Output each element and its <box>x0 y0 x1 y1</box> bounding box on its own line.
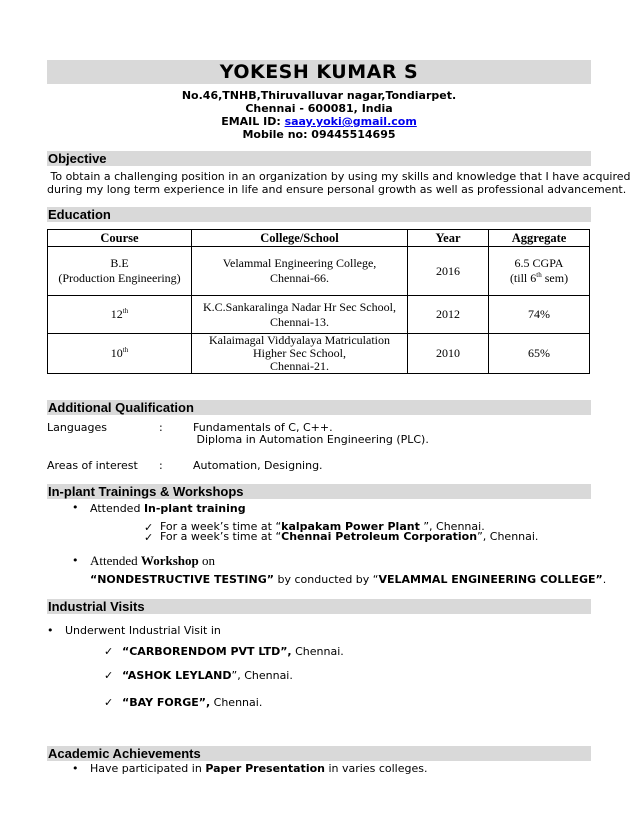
candidate-name: YOKESH KUMAR S <box>219 61 419 83</box>
college-subtext: Chennai-13. <box>270 314 329 329</box>
aggregate-subtext <box>489 271 589 286</box>
attended-bold: In-plant training <box>143 502 246 515</box>
visits-heading: Industrial Visits <box>47 599 591 614</box>
bullet-icon: • <box>72 501 79 514</box>
item-bold: Chennai Petroleum Corporation <box>281 530 478 543</box>
course-cell <box>48 334 192 374</box>
visit-item-3 <box>122 696 262 710</box>
bullet-icon: • <box>72 762 79 775</box>
achievements-heading: Academic Achievements <box>47 746 591 761</box>
table-header-row <box>48 230 590 247</box>
item-post: ”, Chennai. <box>419 520 485 533</box>
item-pre: For a week’s time at “ <box>160 530 282 543</box>
agg-pre: (till 6 <box>509 271 537 285</box>
college-subtext-2: Chennai-21. <box>270 359 329 373</box>
inplant-item-2 <box>160 531 538 543</box>
achievement-pre: Have participated in <box>90 762 206 775</box>
education-table <box>47 229 590 374</box>
objective-text-2: during my long term experience in life and ensure personal growth as well as professional advancement. <box>47 183 627 196</box>
email-line <box>47 115 591 128</box>
achievement-bold: Paper Presentation <box>205 762 325 775</box>
item-bold: kalpakam Power Plant <box>281 520 420 533</box>
inplant-heading: In-plant Trainings & Workshops <box>47 484 591 499</box>
visit-bold: “BAY FORGE”, <box>122 696 211 709</box>
visit-item-2 <box>122 669 293 683</box>
visit-post: Chennai. <box>291 645 344 658</box>
table-row <box>48 334 590 374</box>
course-text: B.E <box>110 256 129 270</box>
col-college: College/School <box>192 230 408 247</box>
college-text: Velammal Engineering College, <box>222 256 377 270</box>
college-text: Kalaimagal Viddyalaya Matriculation <box>209 333 390 347</box>
table-row <box>48 247 590 296</box>
attended-pre: Attended <box>90 502 144 515</box>
course-cell <box>48 296 192 334</box>
objective-text-1: To obtain a challenging position in an organization by using my skills and knowledge that I have acquired <box>47 170 631 183</box>
objective-heading: Objective <box>47 151 591 166</box>
visit-item-1 <box>122 645 344 659</box>
workshop-post: on <box>198 553 215 568</box>
email-label: EMAIL ID: <box>221 115 285 128</box>
workshop-title: “NONDESTRUCTIVE TESTING” <box>90 573 274 586</box>
achievement-item <box>90 762 427 776</box>
course-cell <box>48 247 192 296</box>
table-row <box>48 296 590 334</box>
aggregate-cell <box>489 247 590 296</box>
visits-intro: Underwent Industrial Visit in <box>65 624 221 637</box>
year-cell: 2010 <box>408 334 489 374</box>
workshop-end: . <box>602 573 607 586</box>
item-pre: For a week’s time at “ <box>160 520 282 533</box>
col-aggregate: Aggregate <box>489 230 590 247</box>
education-heading: Education <box>47 207 591 222</box>
languages-value-2: Diploma in Automation Engineering (PLC). <box>193 433 429 446</box>
college-subtext: Higher Sec School, <box>253 346 346 360</box>
college-subtext: Chennai-66. <box>270 271 329 285</box>
workshop-college: VELAMMAL ENGINEERING COLLEGE” <box>378 573 603 586</box>
email-link[interactable]: saay.yoki@gmail.com <box>284 115 417 128</box>
check-icon: ✓ <box>144 531 154 544</box>
college-cell <box>192 296 408 334</box>
colon: : <box>159 459 163 472</box>
item-post: ”, Chennai. <box>477 530 539 543</box>
course-sup: th <box>122 307 129 315</box>
visit-post: ”, Chennai. <box>231 669 293 682</box>
visit-bold: “CARBORENDOM PVT LTD”, <box>122 645 292 658</box>
course-text: 10 <box>110 346 123 360</box>
col-year: Year <box>408 230 489 247</box>
visit-bold: “ASHOK LEYLAND <box>122 669 232 682</box>
check-icon: ✓ <box>104 696 114 709</box>
college-text: K.C.Sankaralinga Nadar Hr Sec School, <box>203 299 396 314</box>
languages-value-1: Fundamentals of C, C++. <box>193 421 333 434</box>
check-icon: ✓ <box>144 521 154 534</box>
agg-post: sem) <box>541 271 569 285</box>
workshop-detail <box>90 573 606 587</box>
address-line-1: No.46,TNHB,Thiruvalluvar nagar,Tondiarpet. <box>181 89 457 102</box>
interest-label: Areas of interest <box>47 459 138 472</box>
aggregate-text: 6.5 CGPA <box>514 256 564 270</box>
visit-post: Chennai. <box>210 696 263 709</box>
college-cell <box>192 334 408 374</box>
course-sup: th <box>122 346 129 354</box>
bullet-icon: • <box>72 554 79 567</box>
col-course: Course <box>48 230 192 247</box>
workshop-pre: Attended <box>90 553 141 568</box>
year-cell: 2016 <box>408 247 489 296</box>
year-cell: 2012 <box>408 296 489 334</box>
aggregate-cell: 74% <box>489 296 590 334</box>
course-text: 12 <box>110 307 123 321</box>
mobile-line: Mobile no: 09445514695 <box>242 128 396 141</box>
address-line-2: Chennai - 600081, India <box>245 102 393 115</box>
workshop-mid: by conducted by “ <box>274 573 379 586</box>
college-cell <box>192 247 408 296</box>
aggregate-cell: 65% <box>489 334 590 374</box>
check-icon: ✓ <box>104 669 114 682</box>
agg-sup: th <box>536 271 542 279</box>
check-icon: ✓ <box>104 645 114 658</box>
bullet-icon: • <box>47 624 54 637</box>
workshop-attended <box>90 553 215 569</box>
languages-label: Languages <box>47 421 108 434</box>
achievement-post: in varies colleges. <box>324 762 428 775</box>
colon: : <box>159 421 163 434</box>
inplant-attended <box>90 502 246 516</box>
interest-value: Automation, Designing. <box>193 459 323 472</box>
workshop-bold: Workshop <box>140 553 199 568</box>
course-subtext: (Production Engineering) <box>58 271 181 285</box>
additional-heading: Additional Qualification <box>47 400 591 415</box>
